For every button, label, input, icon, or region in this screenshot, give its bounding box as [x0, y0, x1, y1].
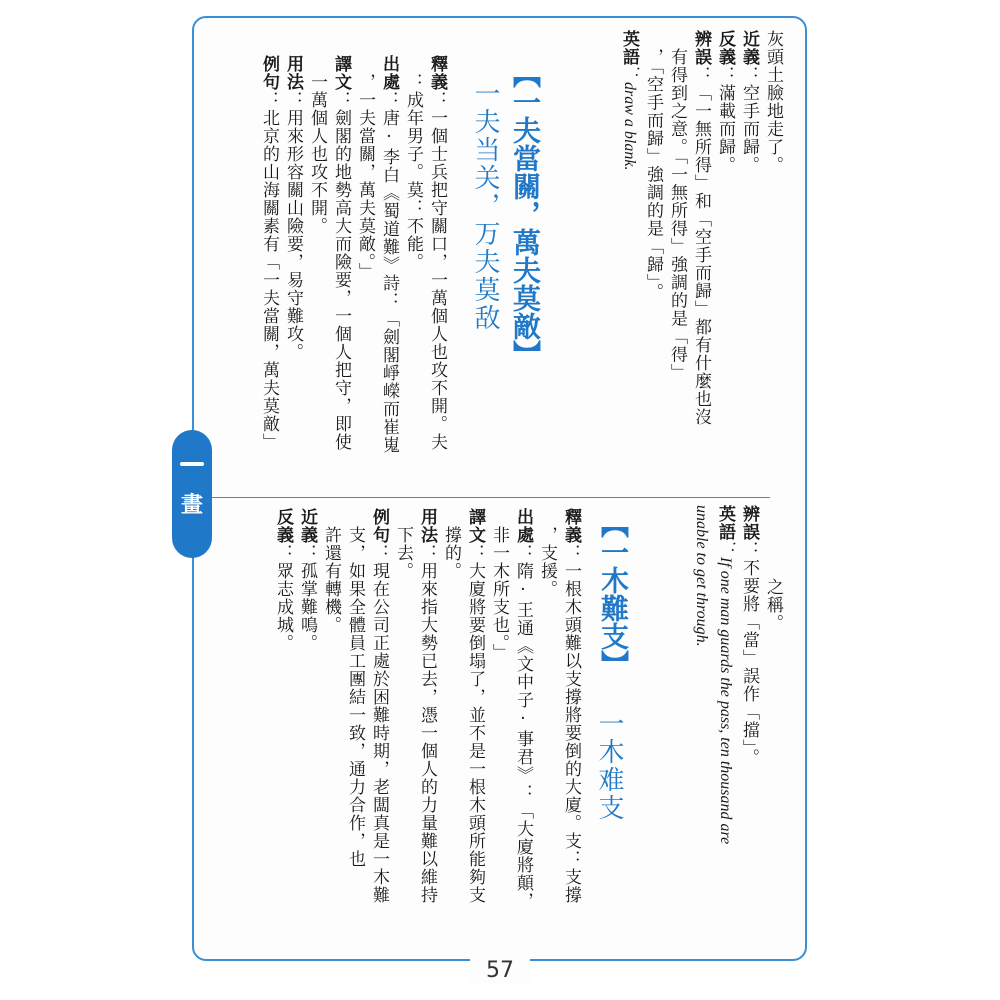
text-column	[378, 55, 400, 454]
field-text: ：用來形容關山險要，易守難攻。	[283, 91, 303, 361]
field-text: ：北京的山海關素有「一夫當關，萬夫莫敵」	[259, 91, 279, 451]
text-column	[306, 55, 328, 235]
field-text: ：一根木頭難以支撐將要倒的大廈。支：支撐	[561, 544, 581, 904]
field-text: ：孤掌難鳴。	[297, 544, 317, 652]
stroke-count-tab	[172, 430, 212, 558]
continued-bottom: 之稱。	[763, 578, 783, 632]
page-margin	[840, 0, 1000, 1000]
field-label: 近義	[297, 508, 317, 544]
field-text: ：draw a blank.	[621, 66, 638, 171]
text-column	[320, 508, 342, 634]
text-column	[714, 505, 736, 844]
field-text: ：空手而歸。	[739, 66, 759, 174]
tab-label: 畫	[180, 493, 203, 518]
field-label: 譯文	[331, 55, 351, 91]
field-text: ：劍閣的地勢高大而險要，一個人把守，即使	[331, 91, 351, 451]
field-text: unable to get through.	[693, 505, 710, 647]
text-column	[296, 508, 318, 652]
section-divider	[200, 497, 770, 498]
page-number: 57	[470, 958, 530, 983]
field-text: ：眾志成城。	[273, 544, 293, 652]
field-text: 非一木所支也。」	[489, 508, 509, 662]
field-text: ：隋·王通《文中子·事君》：「大廈將顛，	[513, 544, 533, 910]
text-column	[512, 508, 534, 910]
field-text: 支，如果全體員工團結一致，通力合作，也	[345, 508, 365, 868]
text-column	[426, 55, 448, 451]
field-text: ：一個士兵把守關口，一萬個人也攻不開。夫	[427, 91, 447, 451]
text-column	[392, 508, 414, 580]
field-text: ：現在公司正處於困難時期，老闆真是一木難	[369, 544, 389, 904]
text-column	[368, 508, 390, 904]
field-label: 英語	[715, 505, 735, 541]
field-text: 撐的。	[441, 508, 461, 580]
field-label: 出處	[513, 508, 533, 544]
text-column	[272, 508, 294, 652]
text-column	[440, 508, 462, 580]
text-column	[666, 30, 688, 382]
text-column	[330, 55, 352, 451]
text-column	[536, 508, 558, 598]
text-column	[488, 508, 510, 662]
text-column	[402, 55, 424, 271]
text-column	[690, 30, 712, 426]
text-column	[642, 30, 664, 301]
text-column	[738, 505, 760, 767]
field-label: 譯文	[465, 508, 485, 544]
simplified-bottom: 一木难支	[594, 710, 624, 822]
field-text: ：滿載而歸。	[715, 66, 735, 174]
text-column	[618, 30, 640, 170]
field-label: 英語	[619, 30, 639, 66]
field-text: 一萬個人也攻不開。	[307, 55, 327, 235]
field-text: ：唐·李白《蜀道難》詩：「劍閣崢嶸而崔嵬	[379, 91, 399, 454]
field-text: ：成年男子。莫：不能。	[403, 55, 423, 271]
tab-stroke-mark	[180, 462, 204, 466]
field-text: 有得到之意。「一無所得」強調的是「得」	[667, 30, 687, 382]
text-column	[714, 30, 736, 174]
field-text: ：「一無所得」和「空手而歸」都有什麼也沒	[691, 66, 711, 426]
field-label: 例句	[369, 508, 389, 544]
field-label: 用法	[283, 55, 303, 91]
field-label: 例句	[259, 55, 279, 91]
field-label: 反義	[715, 30, 735, 66]
field-text: ：不要將「當」誤作「擋」。	[739, 541, 759, 767]
field-text: 下去。	[393, 508, 413, 580]
field-label: 釋義	[561, 508, 581, 544]
field-label: 辨誤	[691, 30, 711, 66]
field-label: 近義	[739, 30, 759, 66]
text-column	[344, 508, 366, 868]
field-text: ：用來指大勢已去，憑一個人的力量難以維持	[417, 544, 437, 904]
field-label: 出處	[379, 55, 399, 91]
text-column	[354, 55, 376, 281]
field-text: 許還有轉機。	[321, 508, 341, 634]
field-text: ：If one man guards the pass, ten thousand are	[717, 541, 734, 845]
text-column	[690, 505, 712, 647]
headword-bottom: 【一木難支】	[597, 510, 630, 678]
text-column	[464, 508, 486, 904]
simplified-top: 一夫当关，万夫莫敌	[470, 80, 500, 332]
field-label: 辨誤	[739, 505, 759, 541]
field-label: 用法	[417, 508, 437, 544]
text-column	[560, 508, 582, 904]
text-column	[738, 30, 760, 174]
field-text: ，支援。	[537, 508, 557, 598]
continued-example: 灰頭土臉地走了。	[763, 30, 783, 174]
field-label: 反義	[273, 508, 293, 544]
field-text: ：大廈將要倒塌了，並不是一根木頭所能夠支	[465, 544, 485, 904]
text-column	[258, 55, 280, 451]
field-text: ，一夫當關，萬夫莫敵。」	[355, 55, 375, 281]
field-label: 釋義	[427, 55, 447, 91]
text-column	[282, 55, 304, 361]
field-text: ，「空手而歸」強調的是「歸」。	[643, 30, 663, 301]
headword-top: 【一夫當關，萬夫莫敵】	[509, 60, 542, 368]
text-column	[416, 508, 438, 904]
